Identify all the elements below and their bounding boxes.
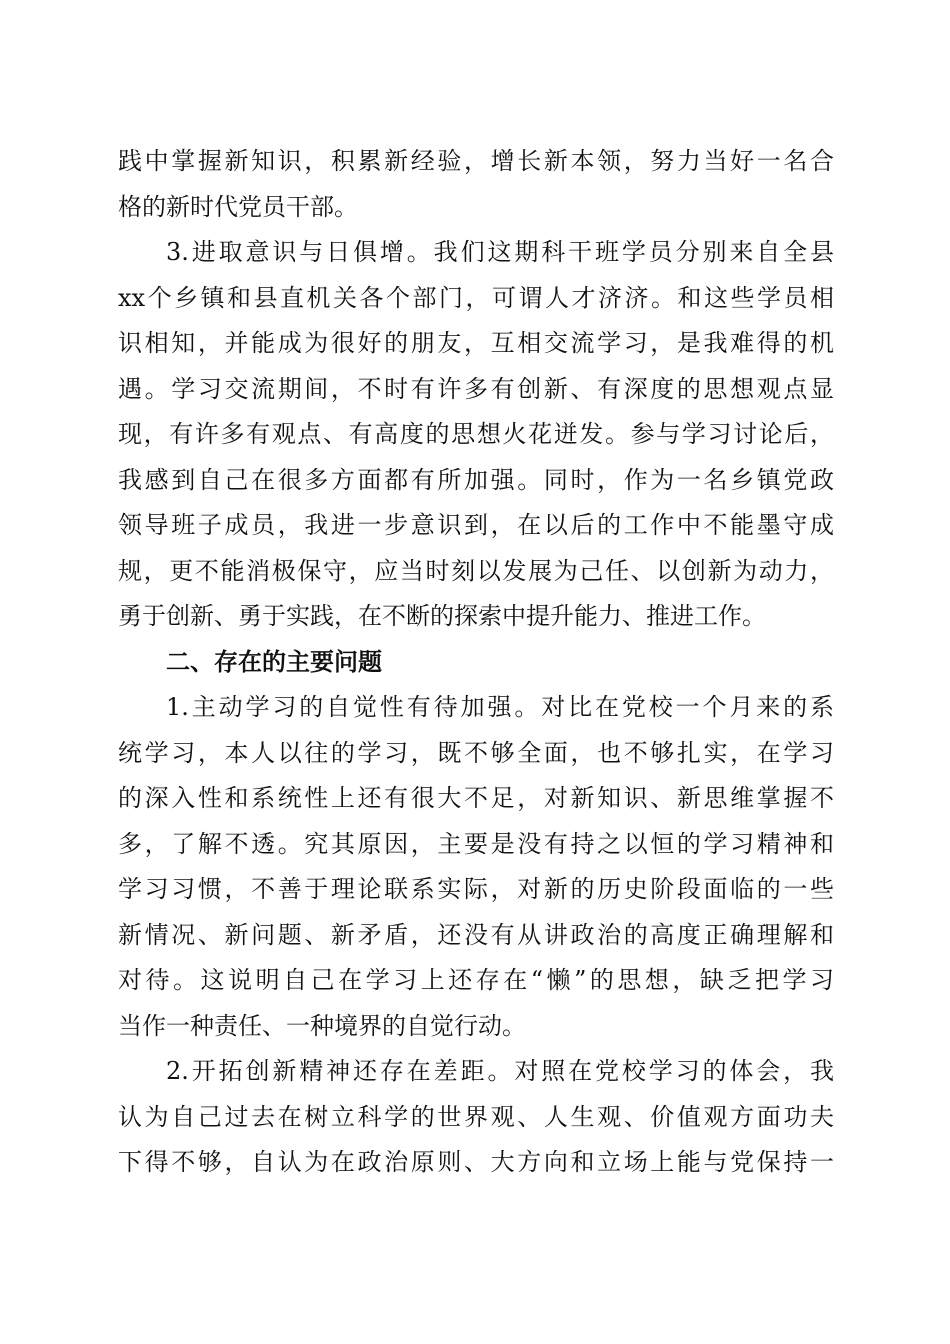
text-line: 领导班子成员，我进一步意识到，在以后的工作中不能墨守成 [118,511,834,539]
text-line: 现，有许多有观点、有高度的思想火花迸发。参与学习讨论后， [118,420,834,448]
text-line: 多，了解不透。究其原因，主要是没有持之以恒的学习精神和 [118,829,834,858]
text-line: 当作一种责任、一种境界的自觉行动。 [118,1011,526,1040]
text-line: 1.主动学习的自觉性有待加强。对比在党校一个月来的系 [166,693,834,721]
text-line: 的深入性和系统性上还有很大不足，对新知识、新思维掌握不 [118,784,834,812]
text-line: 我感到自己在很多方面都有所加强。同时，作为一名乡镇党政 [118,465,834,494]
text-line: 遇。学习交流期间，不时有许多有创新、有深度的思想观点显 [118,374,834,403]
text-line: 统学习，本人以往的学习，既不够全面，也不够扎实，在学习 [118,738,834,767]
paragraph-self-learning [118,685,834,1049]
text-line: 践中掌握新知识，积累新经验，增长新本领，努力当好一名合 [118,147,834,175]
text-line: 2.开拓创新精神还存在差距。对照在党校学习的体会，我 [166,1057,834,1085]
paragraph-enterprising [118,230,834,640]
paragraph-continuation [118,139,834,230]
text-line: 新情况、新问题、新矛盾，还没有从讲政治的高度正确理解和 [118,920,834,949]
paragraph-innovation [118,1049,834,1186]
text-line: 规，更不能消极保守，应当时刻以发展为己任、以创新为动力， [118,556,834,585]
text-line: 勇于创新、勇于实践，在不断的探索中提升能力、推进工作。 [118,602,766,630]
document-page [118,139,834,1186]
text-line: 下得不够，自认为在政治原则、大方向和立场上能与党保持一 [118,1148,834,1176]
text-line: 对待。这说明自己在学习上还存在“懒”的思想，缺乏把学习 [118,966,834,994]
text-line: 学习习惯，不善于理论联系实际，对新的历史阶段面临的一些 [118,875,834,903]
text-line: xx个乡镇和县直机关各个部门，可谓人才济济。和这些学员相 [118,283,834,312]
text-line: 识相知，并能成为很好的朋友，互相交流学习，是我难得的机 [118,329,834,357]
text-line: 3.进取意识与日俱增。我们这期科干班学员分别来自全县 [166,238,834,266]
text-line: 认为自己过去在树立科学的世界观、人生观、价值观方面功夫 [118,1102,834,1131]
section-heading: 二、存在的主要问题 [166,647,382,676]
text-line: 格的新时代党员干部。 [118,192,358,221]
